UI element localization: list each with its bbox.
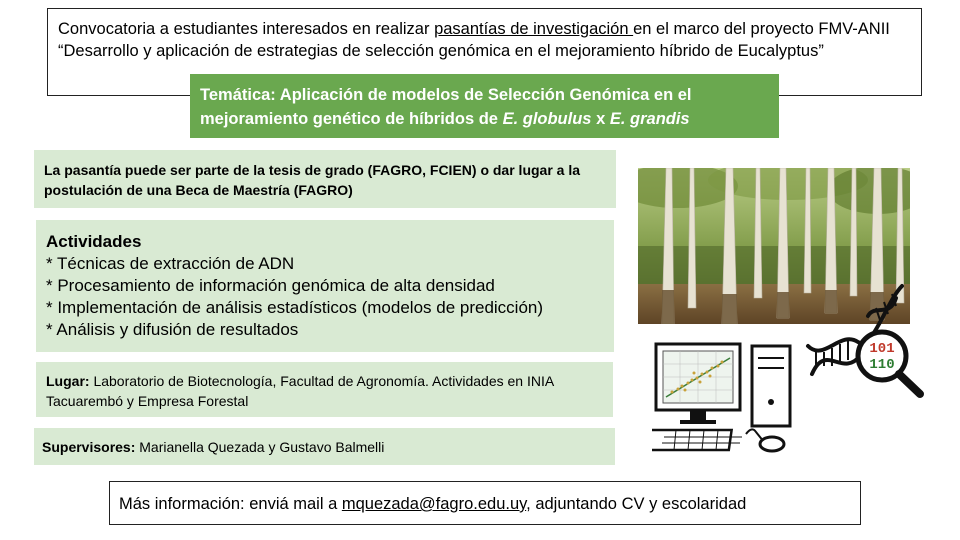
tesis-text: La pasantía puede ser parte de la tesis de grado (FAGRO, FCIEN) o dar lugar a la postulación de una Beca de Maestría (FAGRO) [44, 162, 581, 198]
binary-line-1: 101 [869, 341, 895, 357]
tesis-box [34, 150, 616, 208]
species-globulus: E. globulus [502, 110, 592, 128]
email-link[interactable]: mquezada@fagro.edu.uy [341, 495, 527, 513]
actividad-item: * Análisis y difusión de resultados [46, 320, 299, 339]
info-text-end: , adjuntando CV y escolaridad [526, 495, 747, 513]
computer-icon [652, 342, 794, 454]
species-connector: x [591, 110, 610, 128]
header-text-start: Convocatoria a estudiantes interesados en realizar [58, 20, 435, 38]
lugar-text: Laboratorio de Biotecnología, Facultad de Agronomía. Actividades en INIA Tacuarembó y Empresa Forestal [46, 373, 554, 409]
actividades-title: Actividades [46, 232, 142, 251]
actividad-item: * Implementación de análisis estadísticos (modelos de predicción) [46, 298, 544, 317]
supervisores-text: Marianella Quezada y Gustavo Balmelli [135, 439, 385, 455]
info-box [109, 481, 861, 525]
header-text-end: en el marco del proyecto FMV-ANII “Desarrollo y aplicación de estrategias de selección genómica en el mejoramiento híbrido de Eucalyptus” [58, 20, 890, 60]
actividad-item: * Técnicas de extracción de ADN [46, 254, 295, 273]
supervisores-box [34, 428, 615, 465]
lugar-box [36, 362, 613, 417]
actividad-item: * Procesamiento de información genómica de alta densidad [46, 276, 495, 295]
supervisores-label: Supervisores: [42, 439, 136, 455]
dna-magnifier-icon [802, 282, 926, 400]
tematica-banner [190, 74, 779, 138]
species-grandis: E. grandis [609, 110, 690, 128]
lugar-label: Lugar: [46, 373, 90, 389]
binary-line-2: 110 [869, 357, 895, 373]
tematica-text: Temática: Aplicación de modelos de Selección Genómica en el mejoramiento genético de híbridos de [200, 86, 692, 128]
actividades-box [36, 220, 614, 352]
info-text-start: Más información: enviá mail a [119, 495, 342, 513]
pasantias-link[interactable]: pasantías de investigación [434, 20, 634, 38]
